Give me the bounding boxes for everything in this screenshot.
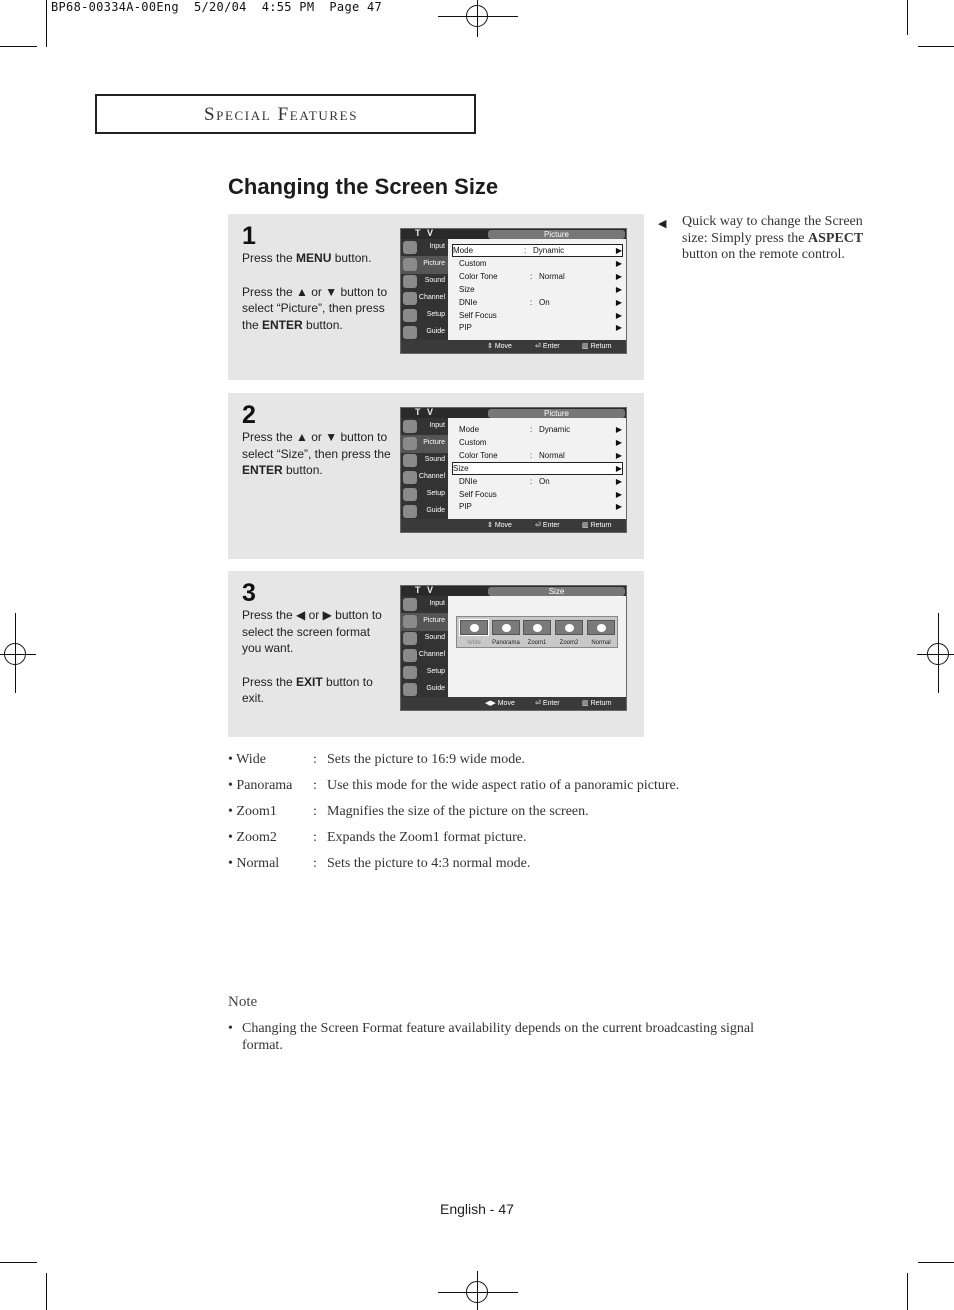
sidebar-item-guide: Guide: [401, 503, 448, 521]
menu-title: Picture: [488, 409, 625, 418]
size-option-label: Panorama: [492, 640, 520, 646]
guide-icon: [403, 683, 417, 696]
crop-mark: [46, 0, 47, 47]
tv-button-bar: [401, 340, 626, 353]
sidebar-item-input: Input: [401, 596, 448, 614]
page-title: Changing the Screen Size: [228, 174, 499, 199]
guide-icon: [403, 505, 417, 518]
input-icon: [403, 598, 417, 611]
step-panel-2: [228, 393, 644, 559]
input-icon: [403, 420, 417, 433]
sidebar-item-picture: Picture: [401, 256, 448, 274]
menu-title: Size: [488, 587, 625, 596]
sound-icon: [403, 632, 417, 645]
size-option-strip: [456, 616, 618, 648]
move-hint: ⇕ Move: [487, 522, 512, 529]
tip-pointer-icon: ◀: [658, 218, 667, 230]
sound-icon: [403, 275, 417, 288]
sidebar-item-picture: Picture: [401, 613, 448, 631]
definition-row: • Panorama : Use this mode for the wide aspect ratio of a panoramic picture.: [228, 778, 680, 793]
menu-item-self-focus: Self Focus ▶: [459, 311, 622, 320]
sidebar-item-input: Input: [401, 239, 448, 257]
definition-row: • Wide : Sets the picture to 16:9 wide mode.: [228, 752, 525, 767]
step-instructions: Press the ▲ or ▼ button to select “Size”, then press the ENTER button.: [242, 430, 391, 477]
tv-screen-picture-menu: [400, 228, 627, 354]
sidebar-item-input: Input: [401, 418, 448, 436]
move-hint: ⇕ Move: [487, 343, 512, 350]
setup-icon: [403, 666, 417, 679]
step-instructions: Press the MENU button. Press the ▲ or ▼ button to select “Picture”, then press the ENTER button.: [242, 251, 388, 332]
setup-icon: [403, 488, 417, 501]
menu-item-dnie: DNIe : On ▶: [459, 298, 622, 307]
registration-mark: [466, 1281, 488, 1303]
menu-item-mode: Mode : Dynamic ▶: [459, 425, 622, 434]
menu-item-pip: PIP ▶: [459, 323, 622, 332]
step-panel-3: [228, 571, 644, 737]
definition-row: • Zoom1 : Magnifies the size of the picture on the screen.: [228, 804, 589, 819]
menu-item-self-focus: Self Focus ▶: [459, 490, 622, 499]
sidebar-item-setup: Setup: [401, 307, 448, 325]
registration-mark: [466, 5, 488, 27]
picture-icon: [403, 258, 417, 271]
definition-row: • Normal : Sets the picture to 4:3 normal mode.: [228, 856, 531, 871]
size-option-wide-icon: [460, 620, 488, 635]
sidebar-item-channel: Channel: [401, 469, 448, 487]
enter-hint: ⏎ Enter: [535, 522, 560, 529]
crop-mark: [918, 46, 954, 47]
size-option-label: Zoom2: [559, 640, 579, 646]
menu-item-color-tone: Color Tone : Normal ▶: [459, 272, 622, 281]
step-number: 2: [242, 401, 256, 429]
menu-item-dnie: DNIe : On ▶: [459, 477, 622, 486]
channel-icon: [403, 649, 417, 662]
tv-button-bar: [401, 519, 626, 532]
size-option-zoom2-icon: [555, 620, 583, 635]
section-header-box: [95, 94, 476, 134]
sidebar-item-guide: Guide: [401, 681, 448, 699]
section-title: Special Features: [204, 104, 359, 125]
return-hint: ▥ Return: [582, 522, 612, 529]
sidebar-item-picture: Picture: [401, 435, 448, 453]
crop-mark: [46, 1273, 47, 1310]
step-number: 3: [242, 579, 256, 607]
sidebar-item-sound: Sound: [401, 273, 448, 291]
crop-mark: [0, 46, 37, 47]
input-icon: [403, 241, 417, 254]
size-option-zoom1-icon: [523, 620, 551, 635]
menu-item-color-tone: Color Tone : Normal ▶: [459, 451, 622, 460]
menu-title: Picture: [488, 230, 625, 239]
print-slug: BP68-00334A-00Eng 5/20/04 4:55 PM Page 47: [51, 0, 383, 14]
enter-hint: ⏎ Enter: [535, 700, 560, 707]
sidebar-item-channel: Channel: [401, 290, 448, 308]
size-option-label: Wide: [467, 640, 481, 646]
tip-text: Quick way to change the Screen size: Simply press the ASPECT button on the remote control.: [682, 214, 864, 262]
registration-mark: [4, 643, 26, 665]
registration-mark: [927, 643, 949, 665]
tv-sidebar: [401, 418, 448, 521]
sidebar-item-sound: Sound: [401, 452, 448, 470]
menu-item-size: Size ▶: [453, 464, 622, 473]
sidebar-item-channel: Channel: [401, 647, 448, 665]
tv-screen-size-selected: [400, 407, 627, 533]
note-heading: Note: [228, 994, 258, 1010]
tv-label: T V: [415, 407, 436, 417]
sound-icon: [403, 454, 417, 467]
size-option-label: Normal: [591, 640, 611, 646]
picture-icon: [403, 615, 417, 628]
move-hint: ◀▶ Move: [485, 700, 515, 707]
picture-icon: [403, 437, 417, 450]
definition-row: • Zoom2 : Expands the Zoom1 format picture.: [228, 830, 527, 845]
crop-mark: [918, 1262, 954, 1263]
channel-icon: [403, 471, 417, 484]
page-footer: English - 47: [440, 1201, 514, 1217]
crop-mark: [0, 1262, 37, 1263]
step-number: 1: [242, 222, 256, 250]
sidebar-item-guide: Guide: [401, 324, 448, 342]
tv-screen-size-menu: [400, 585, 627, 711]
menu-item-pip: PIP ▶: [459, 502, 622, 511]
step-instructions: Press the ◀ or ▶ button to select the screen format you want. Press the EXIT button to exit.: [242, 608, 382, 705]
menu-item-mode: Mode : Dynamic ▶: [453, 246, 622, 255]
menu-item-custom: Custom ▶: [459, 259, 622, 268]
return-hint: ▥ Return: [582, 343, 612, 350]
tv-sidebar: [401, 239, 448, 342]
tv-label: T V: [415, 228, 436, 238]
sidebar-item-setup: Setup: [401, 664, 448, 682]
crop-mark: [907, 0, 908, 35]
size-option-label: Zoom1: [527, 640, 547, 646]
tv-menu-list: [448, 418, 626, 521]
size-option-panorama-icon: [492, 620, 520, 635]
sidebar-item-setup: Setup: [401, 486, 448, 504]
tv-menu-list: [448, 239, 626, 342]
guide-icon: [403, 326, 417, 339]
enter-hint: ⏎ Enter: [535, 343, 560, 350]
return-hint: ▥ Return: [582, 700, 612, 707]
channel-icon: [403, 292, 417, 305]
sidebar-item-sound: Sound: [401, 630, 448, 648]
size-option-normal-icon: [587, 620, 615, 635]
crop-mark: [907, 1273, 908, 1310]
setup-icon: [403, 309, 417, 322]
tv-sidebar: [401, 596, 448, 699]
step-panel-1: [228, 214, 644, 380]
tv-label: T V: [415, 585, 436, 595]
tv-button-bar: [401, 697, 626, 710]
menu-item-custom: Custom ▶: [459, 438, 622, 447]
menu-item-size: Size ▶: [459, 285, 622, 294]
tv-size-options: [448, 596, 626, 699]
